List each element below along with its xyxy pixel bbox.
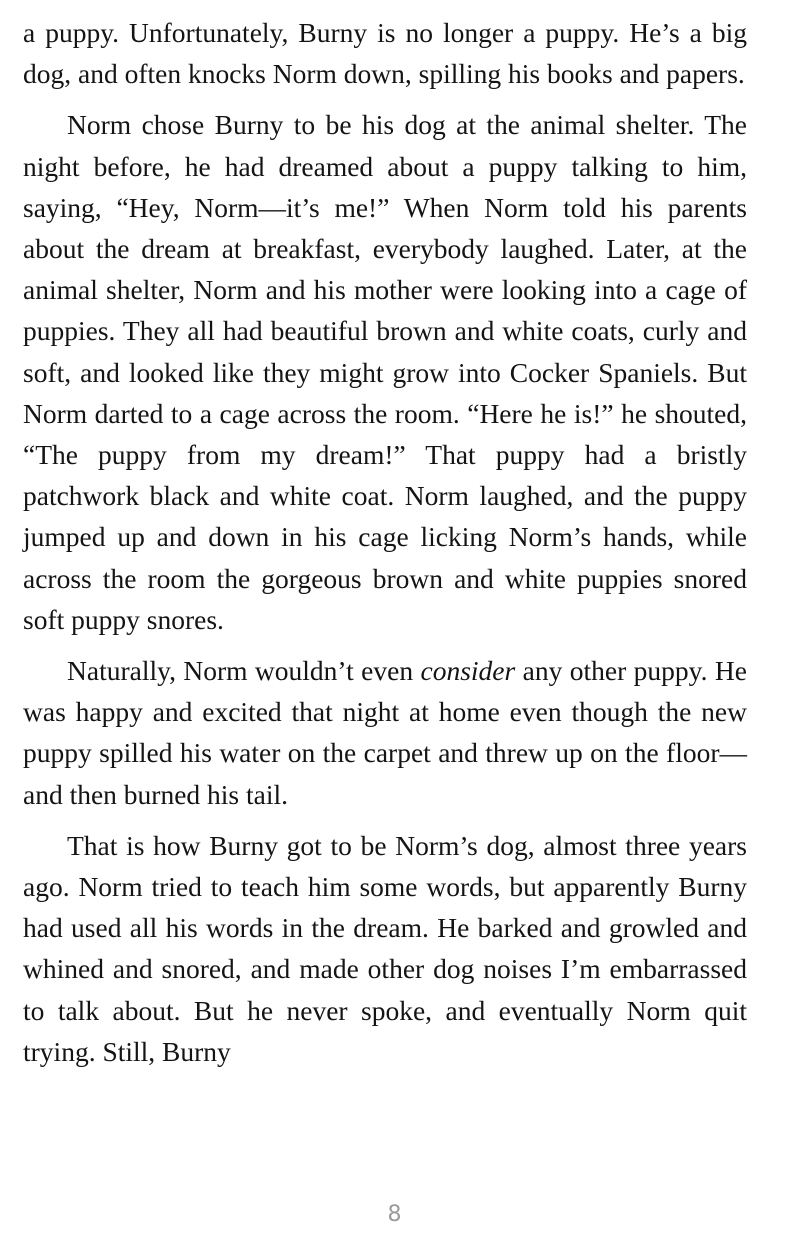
page-body: [23, 12, 747, 1072]
paragraph-how-burny: That is how Burny got to be Norm’s dog, almost three years ago. Norm tried to teach him some words, but apparently Burny had used all his words in the dream. He barked and growled and whined and snored, and made other dog noises I’m embarrassed to talk about. But he never spoke, and eventually Norm quit trying. Still, Burny: [23, 829, 747, 1067]
paragraph-animal-shelter: Norm chose Burny to be his dog at the animal shelter. The night before, he had dreamed about a puppy talking to him, saying, “Hey, Norm—it’s me!” When Norm told his parents about the dream at breakfast, everybody laughed. Later, at the animal shelter, Norm and his mother were looking into a cage of puppies. They all had beautiful brown and white coats, curly and soft, and looked like they might grow into Cocker Spaniels. But Norm darted to a cage across the room. “Here he is!” he shouted, “The puppy from my dream!” That puppy had a bristly patchwork black and white coat. Norm laughed, and the puppy jumped up and down in his cage licking Norm’s hands, while across the room the gorgeous brown and white puppies snored soft puppy snores.: [23, 109, 747, 635]
page-number: 8: [387, 1202, 402, 1227]
paragraph-continuation: a puppy. Unfortunately, Burny is no longer a puppy. He’s a big dog, and often knocks Norm down, spilling his books and papers.: [23, 17, 747, 90]
paragraph-naturally-end: any other puppy. He was happy and excited that night at home even though the new puppy spilled his water on the carpet and threw up on the floor—and then burned his tail.: [23, 655, 747, 810]
emphasis-consider: consider: [420, 655, 516, 687]
paragraph-naturally-start: Naturally, Norm wouldn’t even: [67, 655, 421, 687]
paragraph-naturally: [23, 650, 747, 815]
